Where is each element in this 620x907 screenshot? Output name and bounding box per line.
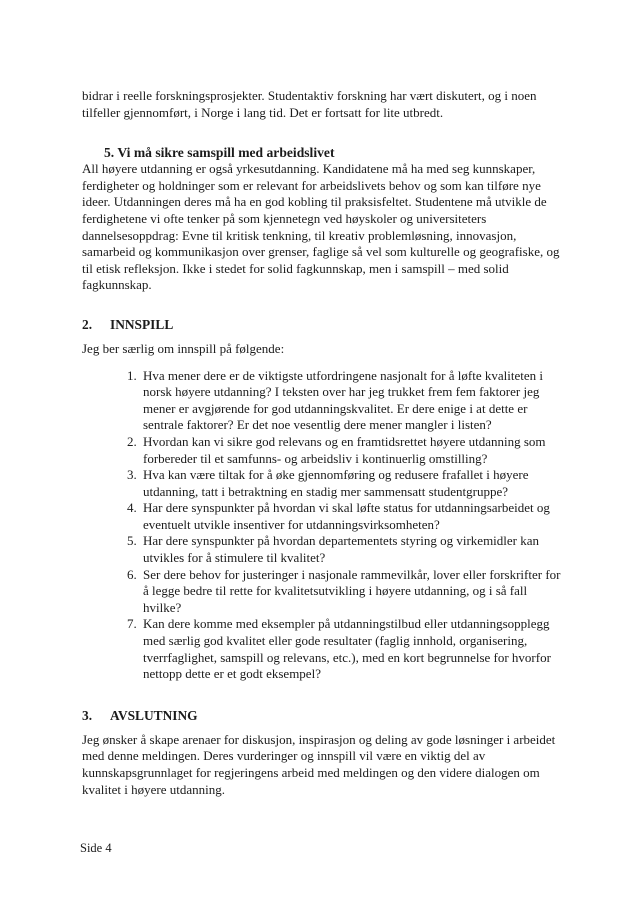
section-3-title: AVSLUTNING [110,707,198,723]
question-item-5: 5. Har dere synspunkter på hvordan departementets styring og virkemidler kan utvikles for å stimulere til kvalitet? [140,533,562,566]
subsection-5-heading: 5. Vi må sikre samspill med arbeidslivet [104,145,335,161]
question-item-7: 7. Kan dere komme med eksempler på utdanningstilbud eller utdanningsopplegg med særlig god kvalitet eller gode resultater (faglig innhold, organisering, tverrfaglighet, samspill og relevans, etc.), med en kort begrunnelse for hvorfor nettopp dette er et godt eksempel? [140,616,562,682]
question-item-2: 2. Hvordan kan vi sikre god relevans og en framtidsrettet høyere utdanning som forbereder til et samfunns- og arbeidsliv i kontinuerlig omstilling? [140,434,562,467]
question-list [82,368,562,683]
question-item-6: 6. Ser dere behov for justeringer i nasjonale rammevilkår, lover eller forskrifter for å legge bedre til rette for kvalitetsutvikling i høyere utdanning, og i så fall hvilke? [140,567,562,617]
question-item-3: 3. Hva kan være tiltak for å øke gjennomføring og redusere frafallet i høyere utdanning, tatt i betraktning en stadig mer sammensatt studentgruppe? [140,467,562,500]
continued-paragraph: bidrar i reelle forskningsprosjekter. Studentaktiv forskning har vært diskutert, og i noen tilfeller gjennomført, i Norge i lang tid. Det er fortsatt for lite utbredt. [82,88,537,120]
section-3-body: Jeg ønsker å skape arenaer for diskusjon, inspirasjon og deling av gode løsninger i arbeidet med denne meldingen. Deres vurderinger og innspill vil være en viktig del av kunnskapsgrunnlaget for regjeringens arbeid med meldingen og den videre dialogen om kvalitet i høyere utdanning. [82,731,556,797]
question-item-1: 1. Hva mener dere er de viktigste utfordringene nasjonalt for å løfte kvaliteten i norsk høyere utdanning? I teksten over har jeg trukket frem fem faktorer jeg mener er avgjørende for god utdanningskvalitet. Er dere enige i at dette er sentrale faktorer? Er det noe vesentlig dere mener mangler i listen? [140,368,562,434]
section-2-title: INNSPILL [110,316,174,332]
section-2-heading [82,316,562,333]
section-3-heading [82,707,562,724]
subsection-5-body: All høyere utdanning er også yrkesutdanning. Kandidatene må ha med seg kunnskaper, ferdigheter og holdninger som er relevant for arbeidslivets behov og som kan tilføre nye ideer. Utdanningen deres må ha en god kobling til praksisfeltet. Studentene må utvikle de ferdighetene vi ofte tenker på som kjennetegn ved høyskoler og universiteters dannelsesoppdrag: Evne til kritisk tenkning, til kreativ problemløsning, innovasjon, samarbeid og kommunikasjon over grenser, faglige så vel som kulturelle og geografiske, og til etisk refleksjon. Ikke i stedet for solid fagkunnskap, men i samspill – med solid fagkunnskap. [82,161,560,293]
question-item-4: 4. Har dere synspunkter på hvordan vi skal løfte status for utdanningsarbeidet og eventuelt utvikle insentiver for utdanningsvirksomheten? [140,500,562,533]
page-number: Side 4 [80,841,112,855]
section-2-number: 2. [82,316,93,332]
section-3-number: 3. [82,707,93,723]
section-2-intro: Jeg ber særlig om innspill på følgende: [82,340,285,356]
